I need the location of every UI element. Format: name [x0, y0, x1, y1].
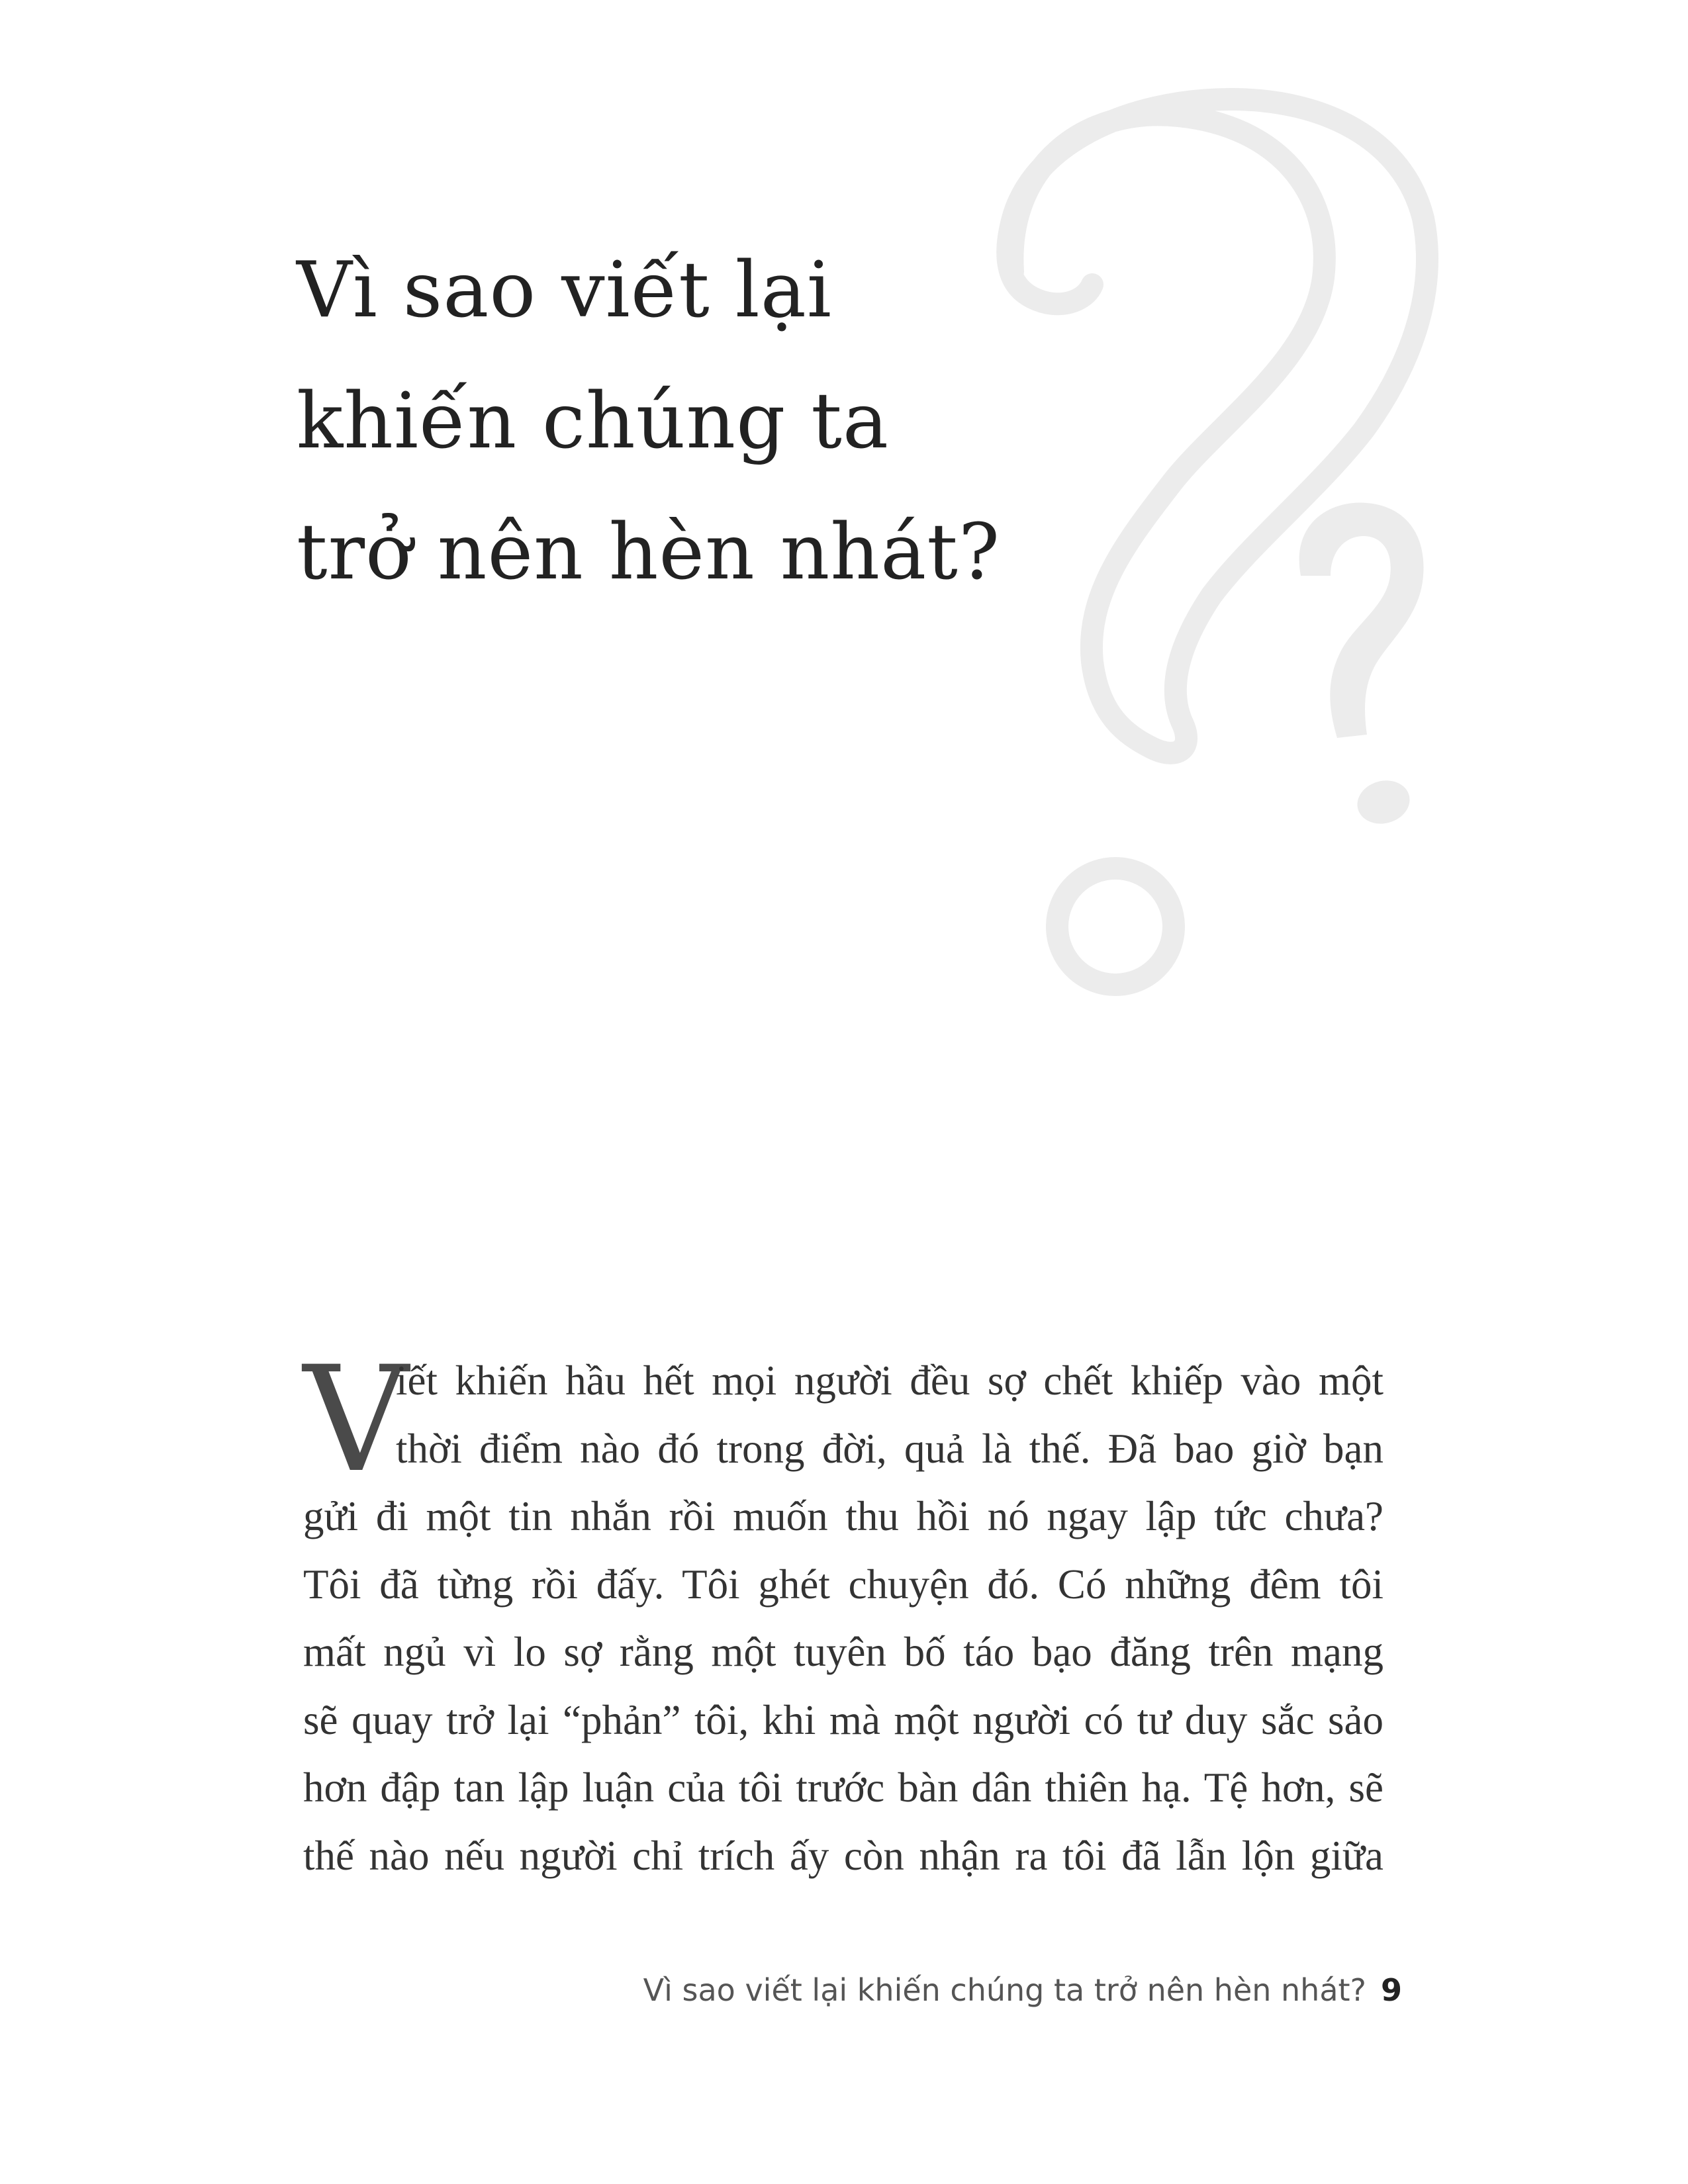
body-line: mất ngủ vì lo sợ rằng một tuyên bố táo bạo đăng trên mạng — [303, 1629, 1383, 1675]
body-line: Tôi đã từng rồi đấy. Tôi ghét chuyện đó. Có những đêm tôi — [303, 1561, 1383, 1608]
body-line: sẽ quay trở lại “phản” tôi, khi mà một người có tư duy sắc sảo — [303, 1696, 1383, 1743]
running-title: Vì sao viết lại khiến chúng ta trở nên hèn nhát? — [643, 1972, 1366, 2008]
chapter-title-line: trở nên hèn nhát? — [297, 508, 1001, 597]
body-line: iết khiến hầu hết mọi người đều sợ chết khiếp vào một — [396, 1357, 1383, 1404]
body-line: thời điểm nào đó trong đời, quả là thế. Đã bao giờ bạn — [396, 1425, 1383, 1472]
chapter-title-line: Vì sao viết lại — [297, 246, 832, 335]
page-number: 9 — [1380, 1972, 1402, 2008]
body-paragraph — [303, 1335, 1383, 1889]
body-line: hơn đập tan lập luận của tôi trước bàn dân thiên hạ. Tệ hơn, sẽ — [303, 1764, 1383, 1811]
body-line: thế nào nếu người chỉ trích ấy còn nhận ra tôi đã lẫn lộn giữa — [303, 1832, 1383, 1879]
chapter-title — [297, 225, 1157, 618]
drop-cap: V — [303, 1335, 408, 1504]
body-line: gửi đi một tin nhắn rồi muốn thu hồi nó ngay lập tức chưa? — [303, 1493, 1383, 1539]
question-mark-filled-icon — [1299, 503, 1424, 830]
chapter-title-line: khiến chúng ta — [297, 377, 890, 466]
page-footer — [643, 1972, 1402, 2008]
